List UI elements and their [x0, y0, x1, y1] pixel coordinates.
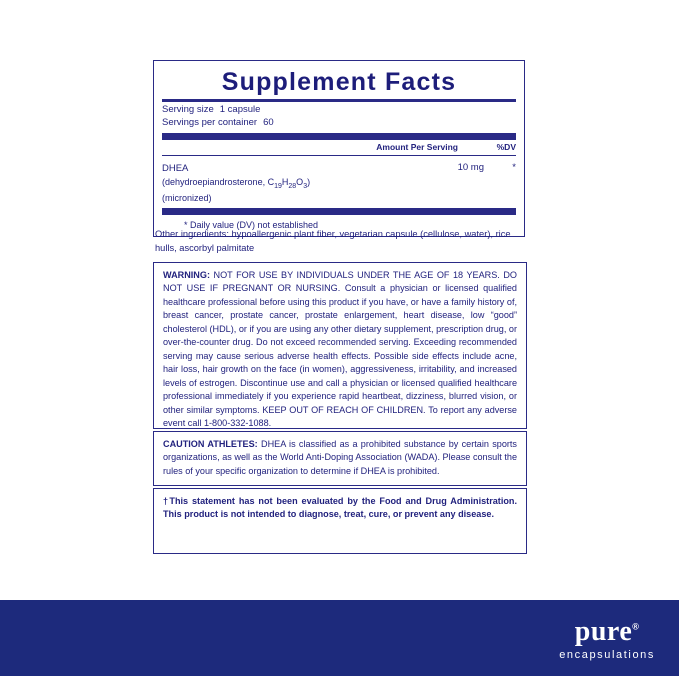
nutrient-sub-line	[162, 176, 414, 192]
supplement-facts-panel	[153, 60, 525, 237]
other-ingredients	[155, 228, 527, 256]
nutrient-subtext-2: H	[281, 176, 289, 187]
brand-logo	[559, 618, 655, 661]
nutrient-amount: 10 mg	[457, 161, 484, 173]
divider-under-title	[162, 99, 516, 102]
other-ingredients-label: Other ingredients:	[155, 229, 229, 239]
divider-thick-top	[162, 133, 516, 140]
nutrient-subtext-4: )	[307, 176, 311, 187]
formula-sub-1: 19	[274, 182, 282, 190]
column-headers	[162, 142, 516, 153]
nutrient-micronized-line: (micronized)	[162, 192, 212, 203]
brand-subtitle: encapsulations	[559, 649, 655, 661]
servings-per-container-label: Servings per container	[162, 117, 258, 129]
warning-heading: WARNING:	[163, 270, 210, 280]
brand-name-text: pure	[574, 616, 633, 647]
dv-footnote: * Daily value (DV) not established	[184, 219, 319, 230]
table-row	[162, 158, 516, 205]
dv-header: %DV	[496, 141, 516, 152]
serving-size-line	[162, 104, 516, 117]
nutrient-name: DHEA	[162, 162, 189, 174]
caution-text: DHEA is classified as a prohibited substance by certain sports organizations, as well as the World Anti-Doping Association (WADA). Please consult the rules of your specific organization to determine if DHEA is prohibited.	[163, 439, 517, 476]
brand-name	[575, 618, 640, 646]
servings-per-container-value: 60	[263, 117, 274, 129]
other-ingredients-text: hypoallergenic plant fiber, vegetarian capsule (cellulose, water), rice hulls, ascorbyl palmitate	[155, 229, 511, 253]
serving-size-label: Serving size	[162, 104, 214, 116]
registered-trademark-icon: ®	[632, 621, 640, 632]
serving-size-value: 1 capsule	[219, 104, 261, 116]
warning-text: NOT FOR USE BY INDIVIDUALS UNDER THE AGE OF 18 YEARS. DO NOT USE IF PREGNANT OR NURSING. Consult a physician or licensed qualified healthcare professional before using this product if you have, or have a family history of, breast cancer, prostate cancer, prostate enlargement, heart disease, low “good” cholesterol (HDL), or if you are using any other dietary supplement, prescription drug, or over-the-counter drug. Do not exceed recommended serving. Exceeding recommended serving may cause serious adverse health effects. Possible side effects include acne, hair loss, hair growth on the face (in women), aggressiveness, irritability, and increased levels of estrogen. Discontinue use and call a physician or licensed qualified healthcare professional immediately if you experience rapid heartbeat, dizziness, blurred vision, or other similar symptoms. KEEP OUT OF REACH OF CHILDREN. To report any adverse event call 1-800-332-1088.	[163, 270, 518, 428]
nutrient-dv: *	[512, 161, 516, 173]
formula-sub-2: 28	[288, 182, 297, 190]
fda-statement-box	[153, 488, 527, 554]
supplement-facts-title: Supplement Facts	[221, 68, 457, 96]
divider-under-headers	[162, 155, 516, 156]
nutrient-subtext-1: (dehydroepiandrosterone, C	[162, 176, 275, 187]
servings-per-container-line	[162, 117, 516, 130]
warning-box	[153, 262, 527, 429]
fda-text: This statement has not been evaluated by the Food and Drug Administration. This product is not intended to diagnose, treat, cure, or prevent any disease.	[163, 496, 517, 520]
caution-athletes-box	[153, 431, 527, 486]
fda-marker: †	[163, 496, 170, 506]
amount-per-serving-header: Amount Per Serving	[376, 141, 458, 152]
formula-sub-3: 3	[303, 182, 308, 190]
nutrient-subtext-3: O	[296, 176, 304, 187]
caution-heading: CAUTION ATHLETES:	[163, 439, 258, 449]
divider-thick-bottom	[162, 208, 516, 215]
